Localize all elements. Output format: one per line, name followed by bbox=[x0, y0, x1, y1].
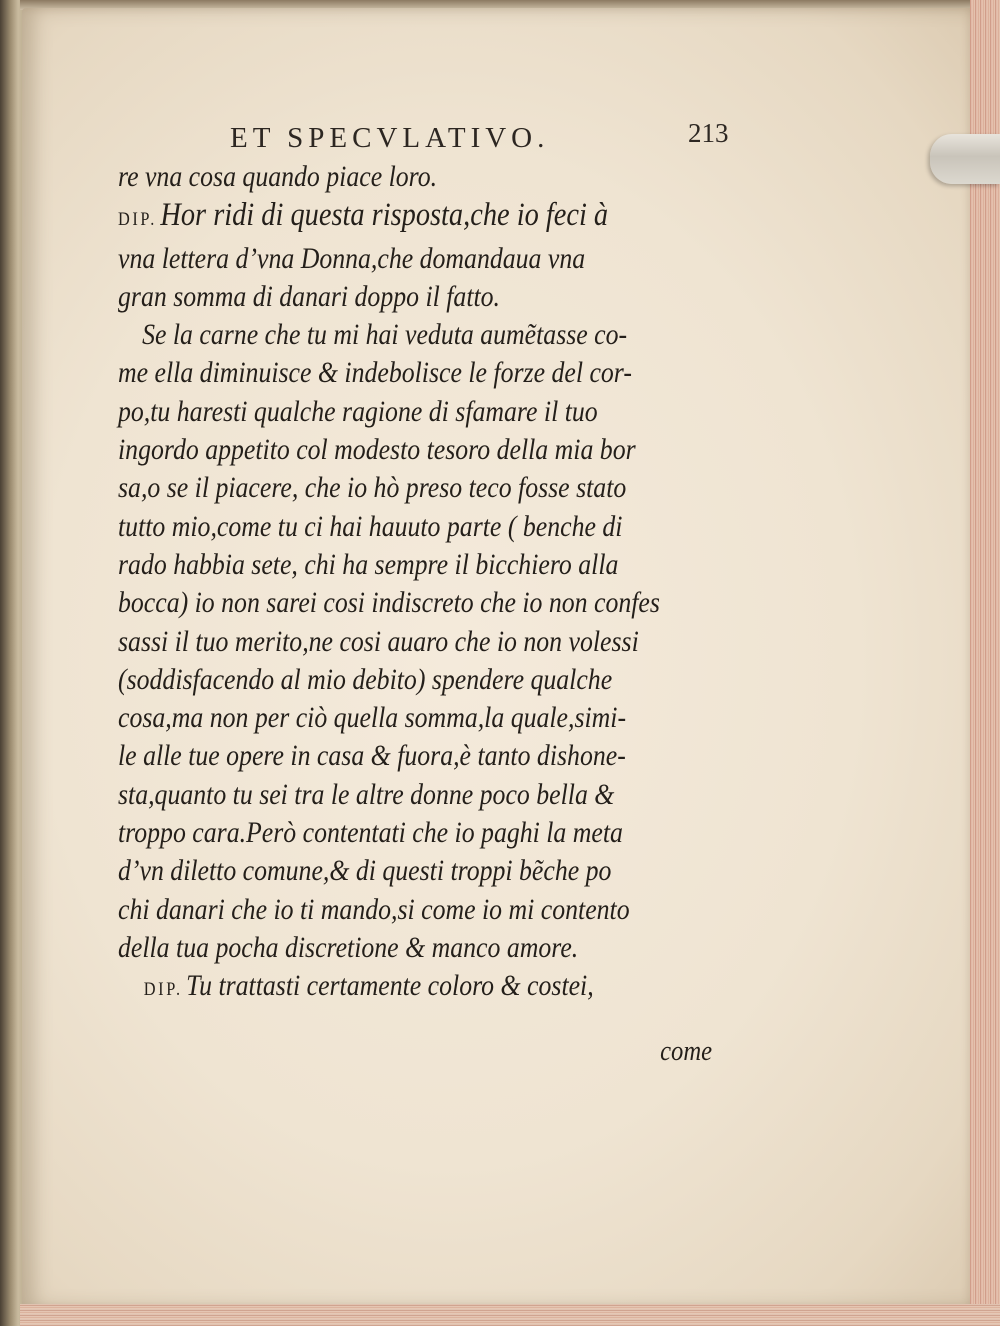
text-line bbox=[118, 469, 651, 507]
page-block-bottom-edge bbox=[20, 1304, 1000, 1326]
text-line bbox=[118, 699, 651, 737]
text-line bbox=[118, 929, 651, 967]
line-text: Tu trattasti certamente coloro & costei, bbox=[186, 969, 594, 1003]
text-line bbox=[118, 196, 651, 239]
speaker-label: DIP. bbox=[118, 209, 157, 231]
text-line bbox=[118, 316, 651, 354]
line-text: me ella diminuisce & indebolisce le forze del cor- bbox=[118, 356, 632, 390]
line-text: Hor ridi di questa risposta,che io feci à bbox=[160, 197, 609, 234]
text-line bbox=[118, 776, 651, 814]
text-line bbox=[118, 431, 651, 469]
text-line bbox=[118, 546, 651, 584]
text-line bbox=[118, 891, 651, 929]
line-text: ingordo appetito col modesto tesoro della mia bor bbox=[118, 433, 636, 467]
text-block bbox=[118, 108, 738, 1067]
line-text: d’vn diletto comune,& di questi troppi bẽche po bbox=[118, 854, 612, 888]
line-text: sta,quanto tu sei tra le altre donne poco bella & bbox=[118, 777, 615, 811]
line-text: cosa,ma non per ciò quella somma,la quale,simi- bbox=[118, 701, 627, 735]
text-line bbox=[118, 393, 651, 431]
line-text: rado habbia sete, chi ha sempre il bicchiero alla bbox=[118, 547, 619, 581]
catchword: come bbox=[660, 1036, 712, 1067]
line-text: tutto mio,come tu ci hai hauuto parte ( benche di bbox=[118, 509, 623, 543]
line-text: gran somma di danari doppo il fatto. bbox=[118, 279, 501, 313]
speaker-label: DIP. bbox=[143, 979, 183, 1001]
page-number: 213 bbox=[688, 118, 729, 148]
line-text: vna lettera d’vna Donna,che domandaua vna bbox=[118, 241, 586, 275]
text-line bbox=[118, 508, 651, 546]
line-text: bocca) io non sarei cosi indiscreto che io non confes bbox=[118, 586, 660, 620]
running-title: ET SPECVLATIVO. bbox=[230, 122, 550, 154]
text-line bbox=[118, 278, 651, 316]
line-text: Se la carne che tu mi hai veduta aumẽtasse co- bbox=[142, 318, 628, 352]
text-line bbox=[118, 158, 651, 196]
text-line bbox=[118, 852, 651, 890]
page-block-right-edge bbox=[970, 0, 1000, 1326]
page-clip bbox=[930, 134, 1000, 184]
text-line bbox=[118, 737, 651, 775]
text-line bbox=[118, 967, 651, 1009]
text-line bbox=[118, 661, 651, 699]
line-text: le alle tue opere in casa & fuora,è tanto dishone- bbox=[118, 739, 626, 773]
text-line bbox=[118, 623, 651, 661]
text-line bbox=[118, 584, 660, 622]
line-text: chi danari che io ti mando,si come io mi contento bbox=[118, 892, 630, 926]
running-head bbox=[118, 108, 738, 158]
line-text: troppo cara.Però contentati che io paghi la meta bbox=[118, 816, 623, 850]
text-line bbox=[118, 240, 651, 278]
text-line bbox=[118, 814, 651, 852]
text-line bbox=[118, 354, 651, 392]
line-text: della tua pocha discretione & manco amore. bbox=[118, 930, 579, 964]
line-text: (soddisfacendo al mio debito) spendere qualche bbox=[118, 662, 613, 696]
line-text: re vna cosa quando piace loro. bbox=[118, 160, 438, 193]
line-text: po,tu haresti qualche ragione di sfamare il tuo bbox=[118, 394, 598, 428]
line-text: sa,o se il piacere, che io hò preso teco fosse stato bbox=[118, 471, 627, 505]
line-text: sassi il tuo merito,ne cosi auaro che io non volessi bbox=[118, 624, 639, 658]
